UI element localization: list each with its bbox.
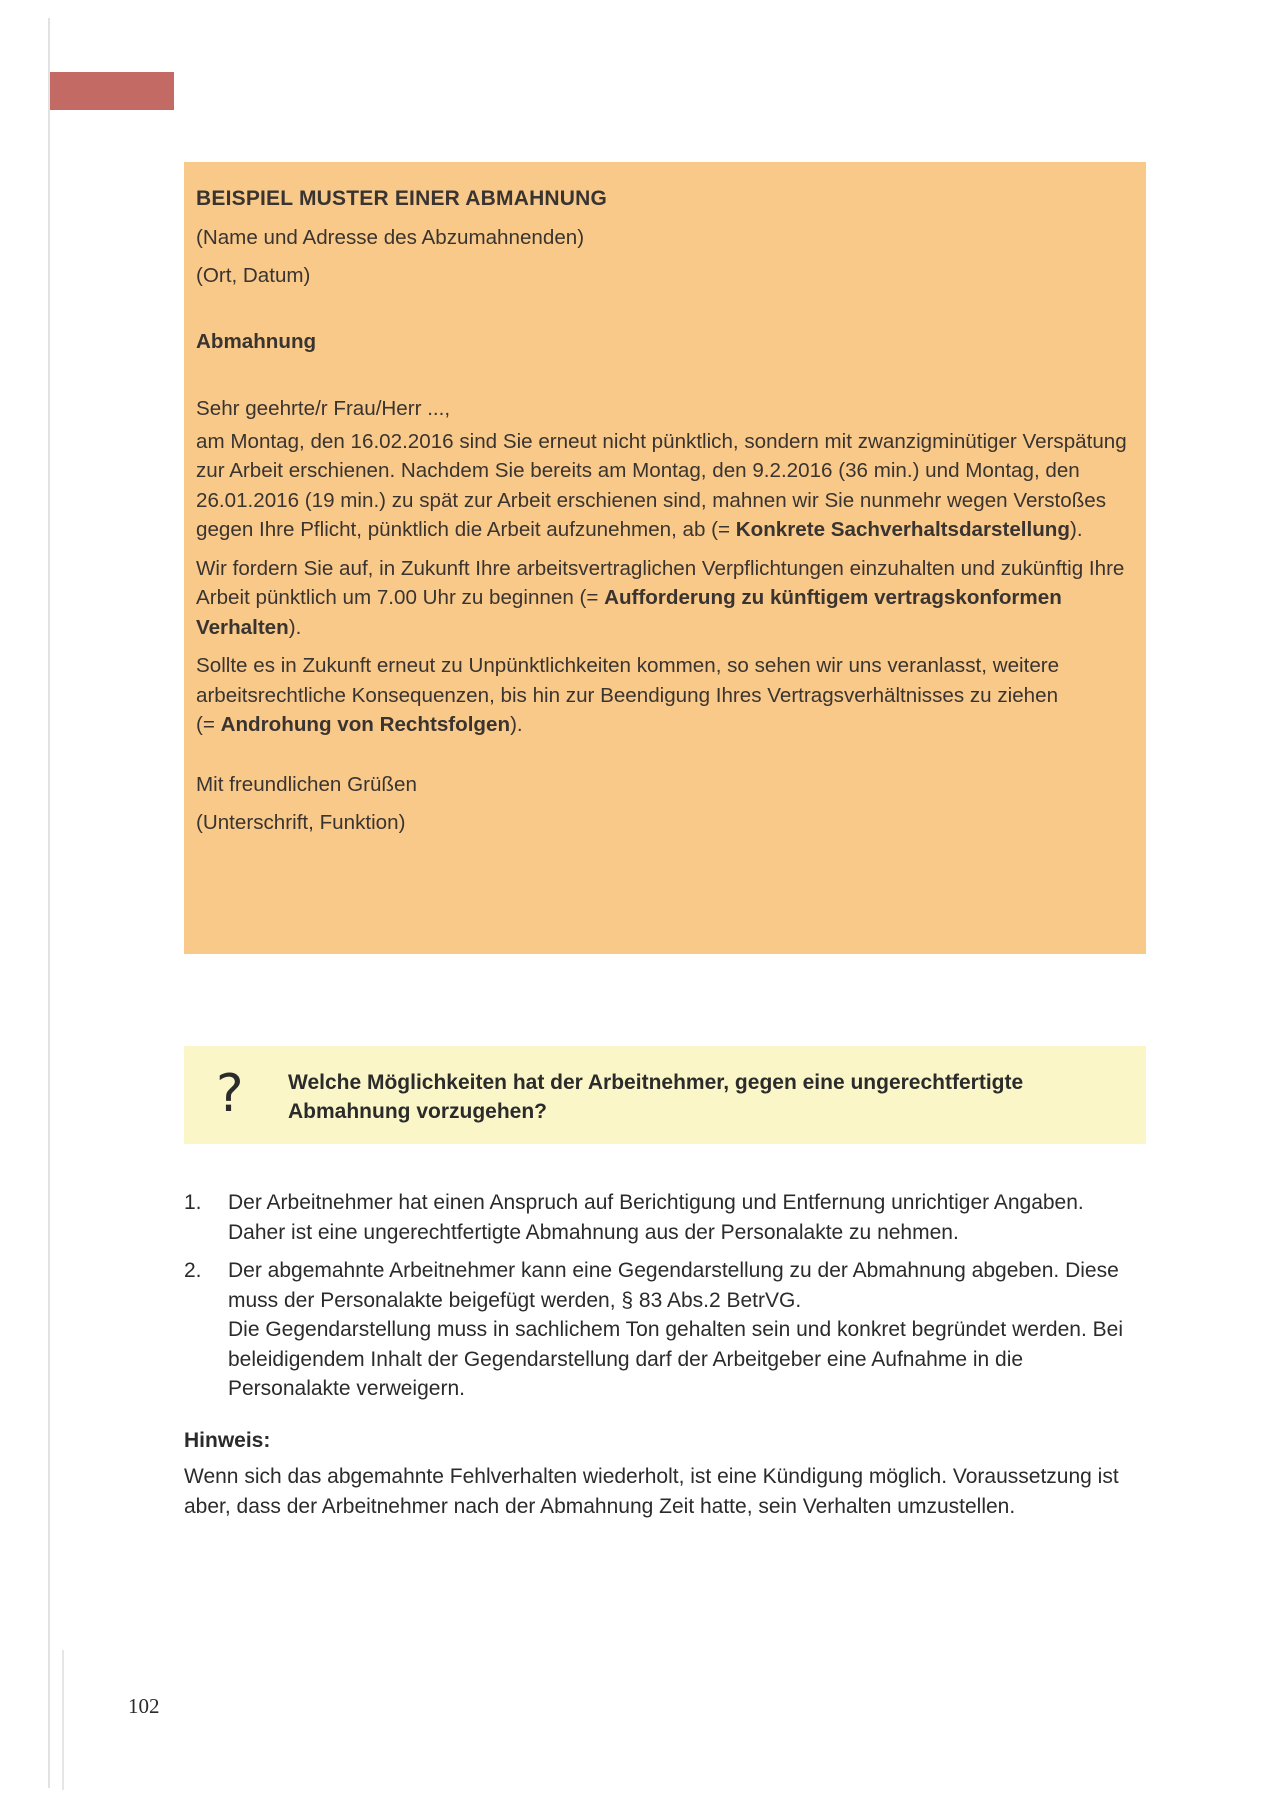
example-paragraph-facts-bold: Konkrete Sachverhaltsdarstellung	[735, 518, 1070, 541]
example-paragraph-consequences-bold: Androhung von Rechtsfolgen	[220, 713, 511, 736]
example-paragraph-request	[196, 554, 1134, 643]
question-box	[184, 1046, 1146, 1144]
question-mark-icon: ?	[216, 1064, 244, 1124]
example-salutation: Sehr geehrte/r Frau/Herr ...,	[196, 397, 451, 420]
example-paragraph-consequences	[196, 651, 1134, 740]
example-place-date: (Ort, Datum)	[196, 264, 311, 287]
page-number: 102	[128, 1694, 160, 1718]
example-paragraph-request-end: ).	[288, 615, 302, 639]
answer-text: Der abgemahnte Arbeitnehmer kann eine Gegendarstellung zu der Abmahnung abgeben. Diese muss der Personalakte beigefügt werden, § 83 Abs.2 BetrVG.	[228, 1259, 1119, 1312]
question-text: Welche Möglichkeiten hat der Arbeitnehmer, gegen eine ungerechtfertigte Abmahnung vorzugehen?	[288, 1071, 1024, 1123]
example-signature: (Unterschrift, Funktion)	[196, 811, 406, 834]
example-subject: Abmahnung	[196, 329, 317, 353]
chapter-color-tab	[50, 72, 174, 110]
example-paragraph-facts-end: ).	[1069, 518, 1083, 541]
example-paragraph-request-text: Wir fordern Sie auf, in Zukunft Ihre arbeitsvertraglichen Verpflichtungen einzuhalten und zukünftig Ihre Arbeit pünktlich um 7.00 Uhr zu beginnen (=	[196, 556, 1125, 609]
answer-number: 2.	[184, 1259, 202, 1282]
example-paragraph-facts-text: am Montag, den 16.02.2016 sind Sie erneut nicht pünktlich, sondern mit zwanzigminütiger Verspätung zur Arbeit erschienen. Nachdem Sie bereits am Montag, den 9.2.2016 (36 min.) und Montag, den 26.01.2016 (19 min.) zu spät zur Arbeit erschienen sind, mahnen wir Sie nunmehr wegen Verstoßes gegen Ihre Pflicht, pünktlich die Arbeit aufzunehmen, ab (=	[196, 429, 1127, 541]
example-paragraph-request-bold: Aufforderung zu künftigem vertragskonformen Verhalten	[196, 586, 1062, 639]
answer-item	[184, 1188, 1146, 1247]
example-letter-box	[184, 162, 1146, 954]
example-paragraph-consequences-text: Sollte es in Zukunft erneut zu Unpünktlichkeiten kommen, so sehen wir uns veranlasst, weitere arbeitsrechtliche Konsequenzen, bis hin zur Beendigung Ihres Vertragsverhältnisses zu ziehen	[196, 654, 1060, 707]
hint-text: Wenn sich das abgemahnte Fehlverhalten wiederholt, ist eine Kündigung möglich. Voraussetzung ist aber, dass der Arbeitnehmer nach der Abmahnung Zeit hatte, sein Verhalten umzustellen.	[184, 1465, 1119, 1518]
page-binding-line-lower	[62, 1650, 64, 1790]
example-recipient: (Name und Adresse des Abzumahnenden)	[196, 225, 585, 249]
example-paragraph-facts	[196, 427, 1134, 545]
answer-item	[184, 1256, 1146, 1404]
example-paragraph-consequences-text2: (=	[196, 713, 221, 736]
example-title: BEISPIEL MUSTER EINER ABMAHNUNG	[196, 187, 608, 210]
hint-heading: Hinweis:	[184, 1429, 271, 1452]
answer-list	[184, 1188, 1146, 1413]
answer-number: 1.	[184, 1191, 202, 1214]
answer-text-continued: Die Gegendarstellung muss in sachlichem Ton gehalten sein und konkret begründet werden. Bei beleidigendem Inhalt der Gegendarstellung darf der Arbeitgeber eine Aufnahme in die Personalakte verweigern.	[228, 1318, 1123, 1400]
answer-text-block	[228, 1256, 1146, 1404]
page-binding-line	[48, 18, 50, 1788]
example-paragraph-consequences-end: ).	[510, 713, 523, 736]
answer-text: Der Arbeitnehmer hat einen Anspruch auf Berichtigung und Entfernung unrichtiger Angaben. Daher ist eine ungerechtfertigte Abmahnung aus der Personalakte zu nehmen.	[228, 1191, 1084, 1244]
example-closing: Mit freundlichen Grüßen	[196, 772, 417, 796]
